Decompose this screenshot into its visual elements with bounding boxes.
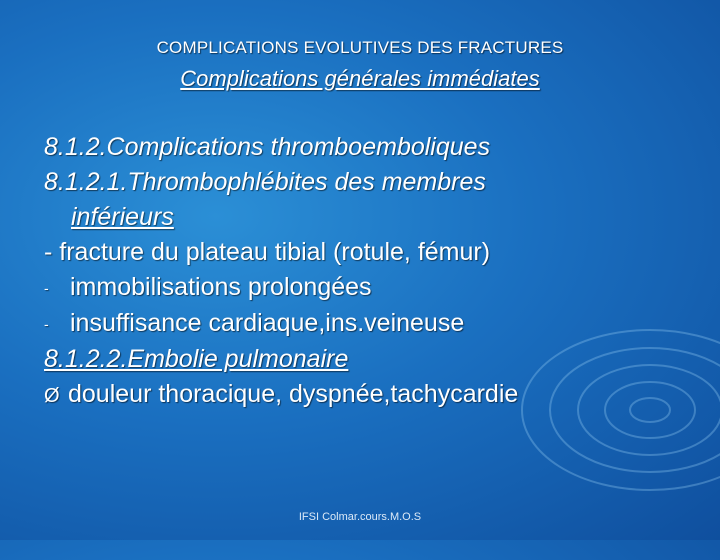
dash-marker: - <box>44 238 53 266</box>
list-item-text: immobilisations prolongées <box>70 273 372 301</box>
dash-marker: - <box>44 315 49 332</box>
list-item <box>44 306 694 342</box>
slide-footer: IFSI Colmar.cours.M.O.S <box>298 511 422 523</box>
list-item <box>44 377 694 414</box>
arrow-bullet-icon: Ø <box>44 384 60 407</box>
subsection-heading-continued: inférieurs <box>71 203 174 231</box>
slide-title: COMPLICATIONS EVOLUTIVES DES FRACTURES <box>156 38 564 57</box>
subsection-heading: 8.1.2.2.Embolie pulmonaire <box>44 344 349 373</box>
subsection-heading: 8.1.2.1.Thrombophlébites des membres <box>44 168 486 196</box>
list-item-text: fracture du plateau tibial (rotule, fémur) <box>59 238 491 266</box>
list-item <box>44 270 694 306</box>
list-item <box>44 235 694 270</box>
list-item-text: insuffisance cardiaque,ins.veineuse <box>70 308 465 337</box>
list-item-text: douleur thoracique, dyspnée,tachycardie <box>68 379 519 408</box>
dash-marker: - <box>44 279 49 296</box>
slide-subtitle: Complications générales immédiates <box>180 66 540 91</box>
slide-body <box>44 130 694 414</box>
section-heading: 8.1.2.Complications thromboemboliques <box>44 133 491 161</box>
